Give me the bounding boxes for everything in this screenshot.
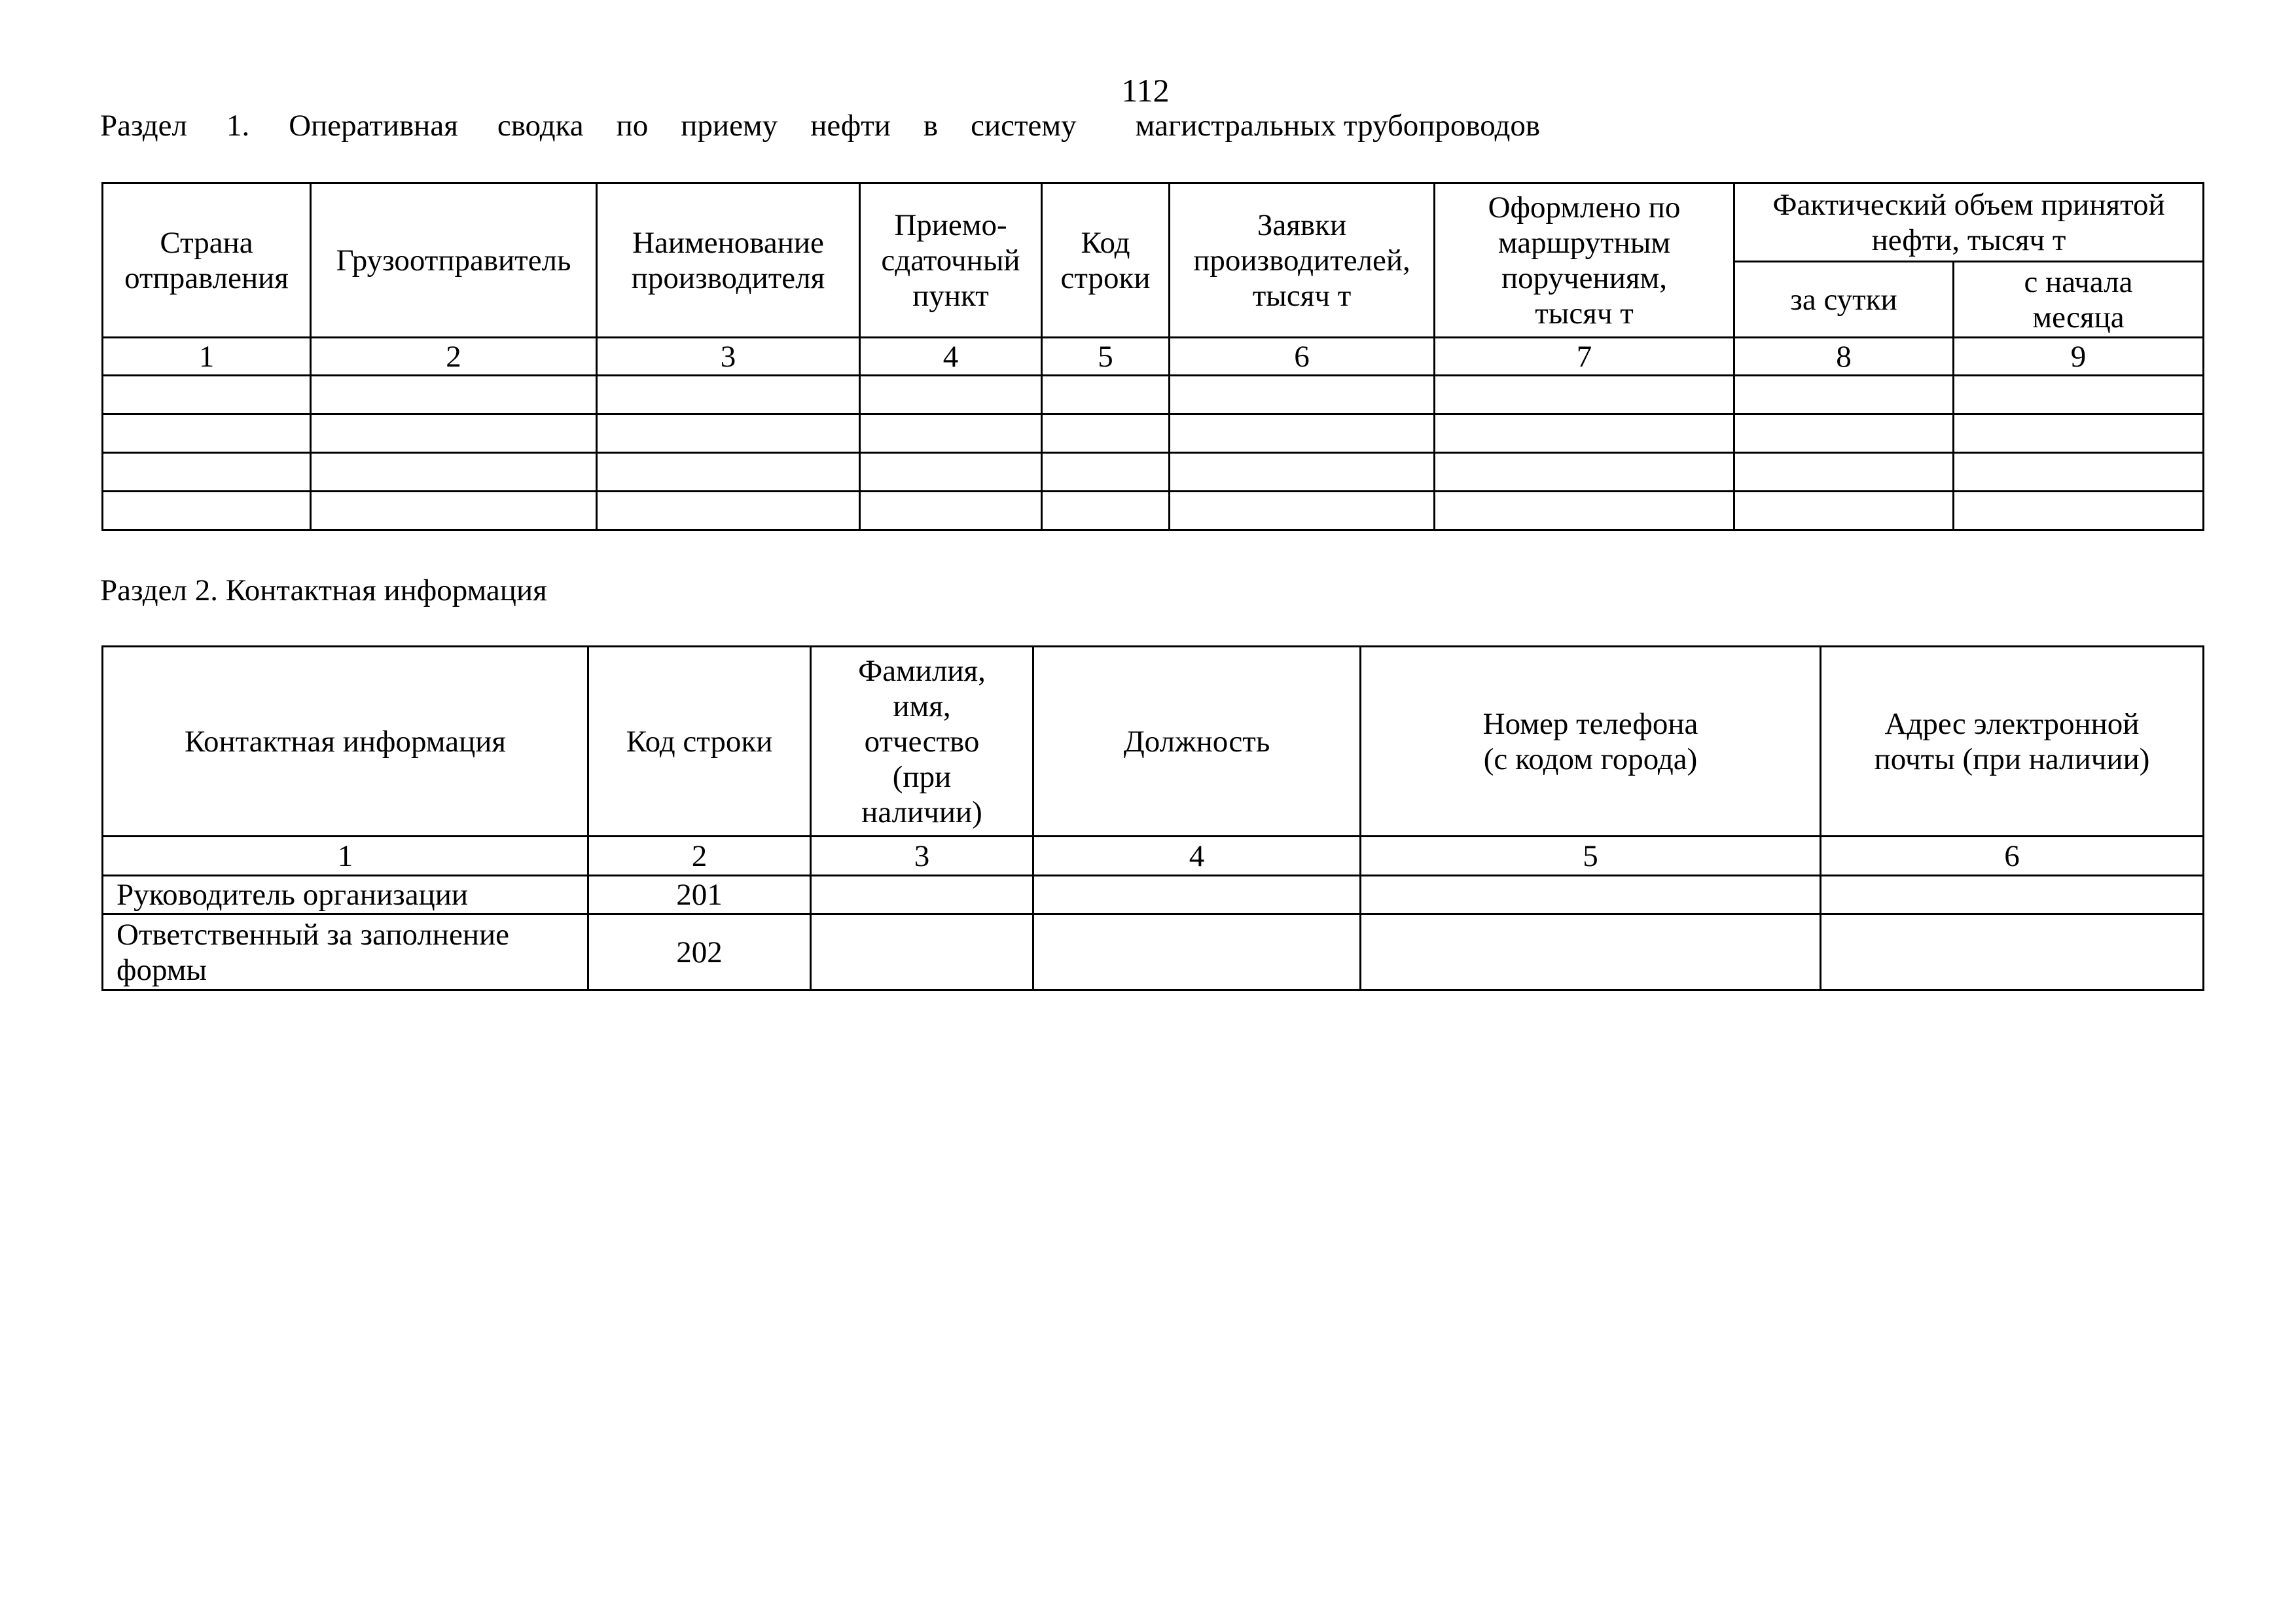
column-number: 1 xyxy=(103,837,588,876)
column-number: 3 xyxy=(811,837,1033,876)
empty-cell[interactable] xyxy=(1042,492,1170,530)
table-row xyxy=(103,492,2204,530)
contact-info-table xyxy=(101,645,2204,991)
empty-cell[interactable] xyxy=(597,414,860,453)
header-contact-info: Контактная информация xyxy=(103,647,588,837)
row-code: 201 xyxy=(588,876,811,914)
empty-cell[interactable] xyxy=(860,376,1042,414)
header-route-orders: Оформлено по маршрутным поручениям, тысяч т xyxy=(1435,183,1734,338)
empty-cell[interactable] xyxy=(311,492,597,530)
column-number: 4 xyxy=(1033,837,1361,876)
empty-cell[interactable] xyxy=(1435,492,1734,530)
column-number-row xyxy=(103,837,2204,876)
column-number: 6 xyxy=(1821,837,2204,876)
empty-cell[interactable] xyxy=(1033,876,1361,914)
empty-cell[interactable] xyxy=(597,376,860,414)
table-row xyxy=(103,453,2204,492)
section1-title-word: сводка xyxy=(497,109,584,143)
section2-title: Раздел 2. Контактная информация xyxy=(100,573,547,607)
column-number: 2 xyxy=(588,837,811,876)
empty-cell[interactable] xyxy=(1954,376,2204,414)
empty-cell[interactable] xyxy=(1954,492,2204,530)
empty-cell[interactable] xyxy=(311,453,597,492)
header-line-code: Код строки xyxy=(588,647,811,837)
table-row xyxy=(103,414,2204,453)
header-phone: Номер телефона (с кодом города) xyxy=(1361,647,1821,837)
header-month-to-date: с начала месяца xyxy=(1954,262,2204,338)
table-row xyxy=(103,914,2204,990)
empty-cell[interactable] xyxy=(1170,414,1435,453)
empty-cell[interactable] xyxy=(860,453,1042,492)
empty-cell[interactable] xyxy=(1435,376,1734,414)
header-country: Страна отправления xyxy=(103,183,311,338)
column-number: 3 xyxy=(597,338,860,376)
empty-cell[interactable] xyxy=(597,492,860,530)
empty-cell[interactable] xyxy=(103,492,311,530)
section1-title-word: в xyxy=(923,109,939,143)
empty-cell[interactable] xyxy=(811,914,1033,990)
table-row xyxy=(103,376,2204,414)
empty-cell[interactable] xyxy=(311,376,597,414)
column-number-row xyxy=(103,338,2204,376)
section1-title-word: нефти xyxy=(810,109,891,143)
empty-cell[interactable] xyxy=(1954,453,2204,492)
empty-cell[interactable] xyxy=(311,414,597,453)
row-code: 202 xyxy=(588,914,811,990)
empty-cell[interactable] xyxy=(860,492,1042,530)
column-number: 2 xyxy=(311,338,597,376)
empty-cell[interactable] xyxy=(1170,376,1435,414)
empty-cell[interactable] xyxy=(811,876,1033,914)
empty-cell[interactable] xyxy=(597,453,860,492)
header-email: Адрес электронной почты (при наличии) xyxy=(1821,647,2204,837)
empty-cell[interactable] xyxy=(1042,414,1170,453)
section1-title-word: систему xyxy=(971,109,1077,143)
section1-title-word: по xyxy=(616,109,649,143)
column-number: 6 xyxy=(1170,338,1435,376)
empty-cell[interactable] xyxy=(103,414,311,453)
empty-cell[interactable] xyxy=(1734,376,1954,414)
header-producer-requests: Заявки производителей, тысяч т xyxy=(1170,183,1435,338)
empty-cell[interactable] xyxy=(1734,414,1954,453)
header-actual-volume: Фактический объем принятой нефти, тысяч т xyxy=(1734,183,2204,262)
empty-cell[interactable] xyxy=(1042,453,1170,492)
empty-cell[interactable] xyxy=(103,376,311,414)
row-label-head: Руководитель организации xyxy=(103,876,588,914)
column-number: 4 xyxy=(860,338,1042,376)
column-number: 5 xyxy=(1042,338,1170,376)
column-number: 8 xyxy=(1734,338,1954,376)
empty-cell[interactable] xyxy=(1734,492,1954,530)
empty-cell[interactable] xyxy=(1821,914,2204,990)
empty-cell[interactable] xyxy=(1033,914,1361,990)
header-full-name: Фамилия, имя, отчество (при наличии) xyxy=(811,647,1033,837)
empty-cell[interactable] xyxy=(1361,914,1821,990)
empty-cell[interactable] xyxy=(1170,492,1435,530)
header-producer: Наименование производителя xyxy=(597,183,860,338)
empty-cell[interactable] xyxy=(1361,876,1821,914)
section1-title xyxy=(100,106,1671,145)
empty-cell[interactable] xyxy=(1954,414,2204,453)
section1-title-word: приему xyxy=(681,109,778,143)
empty-cell[interactable] xyxy=(1435,453,1734,492)
table-row xyxy=(103,876,2204,914)
header-position: Должность xyxy=(1033,647,1361,837)
header-shipper: Грузоотправитель xyxy=(311,183,597,338)
empty-cell[interactable] xyxy=(1170,453,1435,492)
section1-title-word: магистральных трубопроводов xyxy=(1135,109,1541,143)
column-number: 5 xyxy=(1361,837,1821,876)
empty-cell[interactable] xyxy=(103,453,311,492)
header-line-code: Код строки xyxy=(1042,183,1170,338)
empty-cell[interactable] xyxy=(860,414,1042,453)
section1-title-word: Оперативная xyxy=(289,109,458,143)
row-label-responsible: Ответственный за заполнение формы xyxy=(103,914,588,990)
column-number: 1 xyxy=(103,338,311,376)
section1-title-word: 1. xyxy=(226,109,250,143)
header-per-day: за сутки xyxy=(1734,262,1954,338)
column-number: 7 xyxy=(1435,338,1734,376)
page-number: 112 xyxy=(1121,72,1170,109)
empty-cell[interactable] xyxy=(1821,876,2204,914)
header-delivery-point: Приемо- сдаточный пункт xyxy=(860,183,1042,338)
empty-cell[interactable] xyxy=(1042,376,1170,414)
empty-cell[interactable] xyxy=(1734,453,1954,492)
oil-intake-summary-table xyxy=(101,182,2204,531)
section1-title-word: Раздел xyxy=(100,109,187,143)
empty-cell[interactable] xyxy=(1435,414,1734,453)
column-number: 9 xyxy=(1954,338,2204,376)
